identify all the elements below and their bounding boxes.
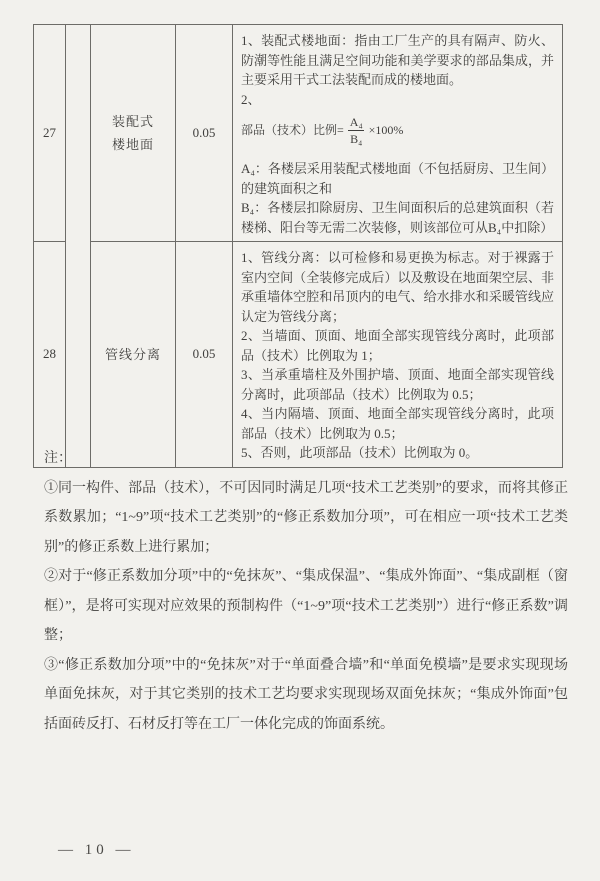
ratio-formula [241, 114, 554, 147]
scoring-table [33, 24, 563, 468]
item-name-28 [91, 242, 176, 468]
formula-denominator: B₄ [350, 132, 363, 146]
item-name-28-line1: 管线分离 [104, 346, 161, 362]
table-row-27 [34, 25, 563, 242]
coefficient-28: 0.05 [176, 242, 233, 468]
coefficient-27: 0.05 [176, 25, 233, 242]
desc-27-b4-definition: B₄：各楼层扣除厨房、卫生间面积后的总建筑面积（若楼梯、阳台等无需二次装修，则该部位可从B₄中扣除） [241, 200, 554, 235]
description-28 [233, 242, 563, 468]
desc-28-item3: 3、当承重墙柱及外围护墙、顶面、地面全部实现管线分离时，此项部品（技术）比例取为 0.5； [241, 367, 554, 402]
notes-section [44, 444, 568, 739]
row-number-28: 28 [34, 242, 66, 468]
item-name-27-line2: 楼地面 [111, 137, 154, 152]
note-2: ②对于“修正系数加分项”中的“免抹灰”、“集成保温”、“集成外饰面”、“集成副框（窗框）”，是将可实现对应效果的预制构件（“1~9”项“技术工艺类别”）进行“修正系数”调整； [44, 569, 568, 643]
page-number: — 10 — [58, 842, 135, 858]
note-3: ③“修正系数加分项”中的“免抹灰”对于“单面叠合墙”和“单面免模墙”是要求实现现场单面免抹灰，对于其它类别的技术工艺均要求实现现场双面免抹灰；“集成外饰面”包括面砖反打、石材反打等在工厂一体化完成的饰面系统。 [44, 657, 568, 732]
desc-27-item1: 1、装配式楼地面：指由工厂生产的具有隔声、防火、防潮等性能且满足空间功能和美学要求的部品集成，并主要采用干式工法装配而成的楼地面。 [241, 33, 554, 87]
row-number-27: 27 [34, 25, 66, 242]
desc-27-item2-label: 2、 [241, 91, 261, 107]
desc-28-item2: 2、当墙面、顶面、地面全部实现管线分离时，此项部品（技术）比例取为 1； [241, 328, 554, 363]
desc-28-item4: 4、当内隔墙、顶面、地面全部实现管线分离时，此项部品（技术）比例取为 0.5； [241, 406, 554, 441]
notes-label: 注： [44, 451, 72, 466]
desc-27-a4-definition: A₄：各楼层采用装配式楼地面（不包括厨房、卫生间）的建筑面积之和 [241, 161, 554, 196]
formula-lhs: 部品（技术）比例= [241, 122, 344, 137]
item-name-27-line1: 装配式 [111, 114, 154, 129]
desc-28-item1: 1、管线分离：以可检修和易更换为标志。对于裸露于室内空间（全装修完成后）以及敷设在地面架空层、非承重墙体空腔和吊顶内的电气、给水排水和采暖管线应认定为管线分离； [241, 250, 554, 324]
formula-rhs: ×100% [368, 122, 404, 137]
formula-numerator: A₄ [349, 115, 363, 129]
category-merged-cell [66, 25, 91, 468]
item-name-27 [91, 25, 176, 242]
desc-28-item5: 5、否则，此项部品（技术）比例取为 0。 [241, 445, 479, 460]
description-27 [233, 25, 563, 242]
note-1: ①同一构件、部品（技术），不可因同时满足几项“技术工艺类别”的要求，而将其修正系数累加；“1~9”项“技术工艺类别”的“修正系数加分项”，可在相应一项“技术工艺类别”的修正系数上进行累加； [44, 480, 568, 555]
table-row-28 [34, 242, 563, 468]
formula-fraction [348, 114, 365, 147]
